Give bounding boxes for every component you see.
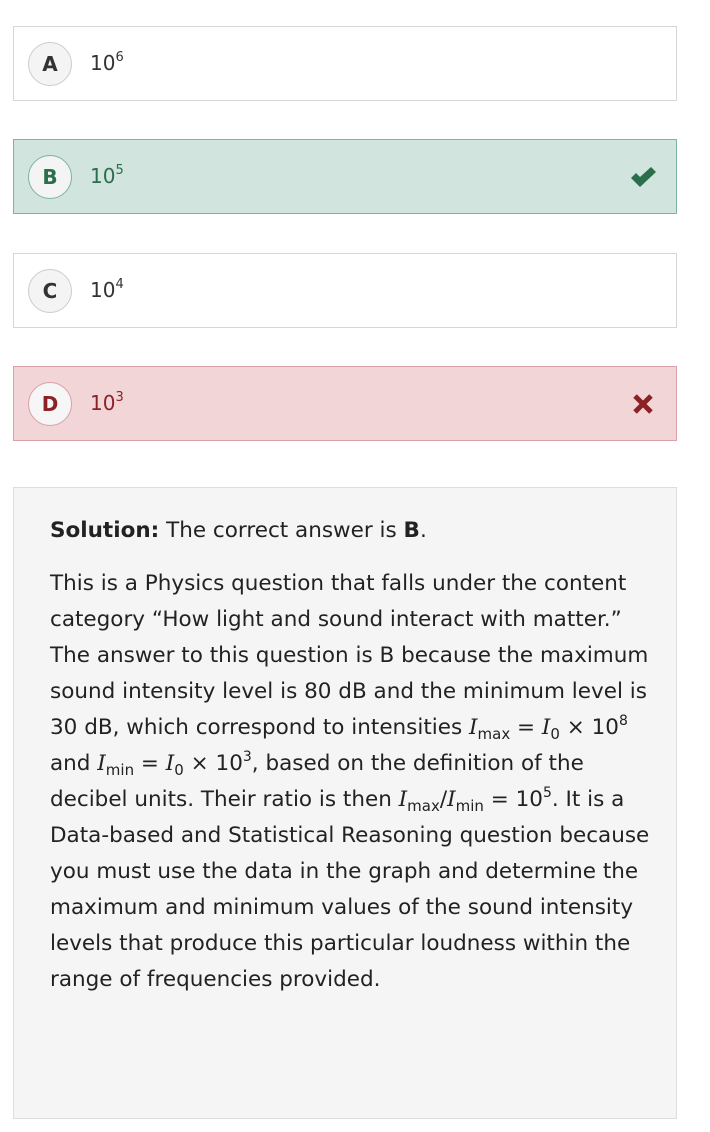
option-value: $10^4$ (90, 277, 124, 302)
solution-explanation: This is a Physics question that falls under the content category “How light and sound interact with matter.” The answer to this question is B because the maximum sound intensity level is 80 dB and the minimum level is 30 dB, which correspond to intensities $I_{max} = I_0 \times 10^8$ and $I_{min} = I_0 \times 10^3$, based on the definition of the decibel units. Their ratio is then $I_{max}/I_{min} = 10^5$. It is a Data-based and Statistical Reasoning question because you must use the data in the graph and determine the maximum and minimum values of the sound intensity levels that produce this particular loudness within the range of frequencies provided. (50, 571, 650, 992)
option-d[interactable] (13, 366, 677, 441)
option-letter: B (28, 155, 72, 199)
option-c[interactable] (13, 253, 677, 328)
checkmark-icon (628, 162, 658, 192)
option-value: $10^6$ (90, 50, 124, 75)
option-letter: D (28, 382, 72, 426)
solution-heading: Solution: The correct answer is B. (50, 518, 427, 543)
option-letter: C (28, 269, 72, 313)
solution-panel (13, 487, 677, 1119)
option-letter: A (28, 42, 72, 86)
x-mark-icon (628, 389, 658, 419)
option-value: $10^3$ (90, 390, 124, 415)
option-a[interactable] (13, 26, 677, 101)
option-b[interactable] (13, 139, 677, 214)
option-value: $10^5$ (90, 163, 124, 188)
